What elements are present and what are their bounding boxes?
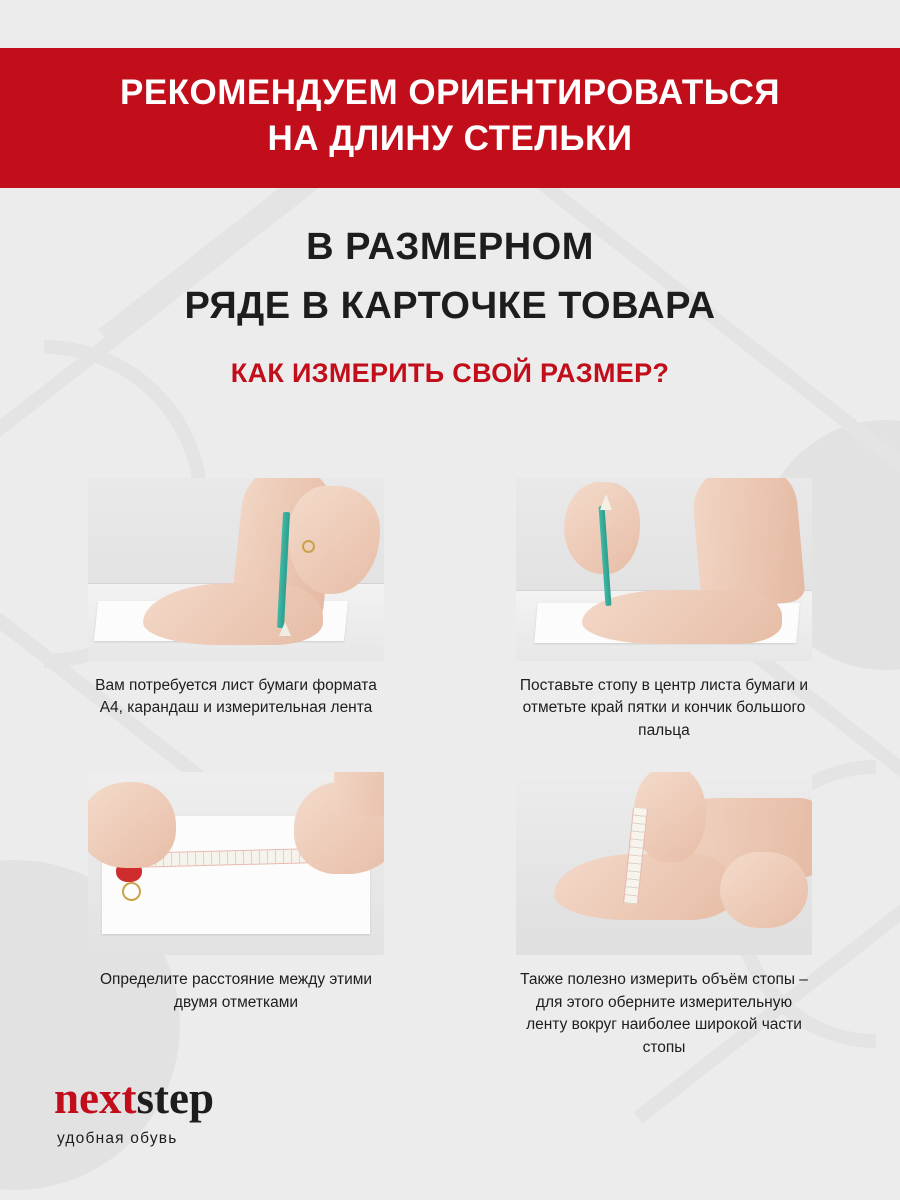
- step-2-caption: Поставьте стопу в центр листа бумаги и отметьте край пятки и кончик большого пальца: [519, 677, 809, 739]
- logo-tagline: удобная обувь: [57, 1130, 178, 1147]
- logo-wordmark: [54, 1073, 214, 1123]
- step-2: [516, 478, 812, 742]
- heading-question: КАК ИЗМЕРИТЬ СВОЙ РАЗМЕР?: [230, 357, 670, 388]
- step-4-caption: Также полезно измерить объём стопы – для этого оберните измерительную ленту вокруг наиболее широкой части стопы: [520, 971, 808, 1056]
- banner-line-2: НА ДЛИНУ СТЕЛЬКИ: [267, 119, 633, 159]
- heading-line-2: РЯДЕ В КАРТОЧКЕ ТОВАРА: [184, 284, 716, 327]
- photo-tape-around-foot: [516, 772, 812, 955]
- photo-measuring-tape-on-paper: [88, 772, 384, 955]
- heading-line-1: В РАЗМЕРНОМ: [306, 226, 594, 268]
- logo-part-next: next: [54, 1073, 137, 1123]
- photo-foot-on-paper-marking: [516, 478, 812, 661]
- photo-paper-pencil-foot: [88, 478, 384, 661]
- brand-logo: [54, 1073, 214, 1148]
- logo-part-step: step: [136, 1073, 214, 1123]
- steps-grid: [88, 478, 812, 1059]
- banner-line-1: РЕКОМЕНДУЕМ ОРИЕНТИРОВАТЬСЯ: [119, 73, 781, 112]
- headline-banner: [0, 48, 900, 188]
- step-4: [516, 772, 812, 1059]
- step-3: [88, 772, 384, 1059]
- step-1-caption: Вам потребуется лист бумаги формата А4, карандаш и измерительная лента: [95, 677, 377, 717]
- step-1: [88, 478, 384, 742]
- heading-block: [0, 218, 900, 389]
- step-3-caption: Определите расстояние между этими двумя отметками: [99, 971, 373, 1011]
